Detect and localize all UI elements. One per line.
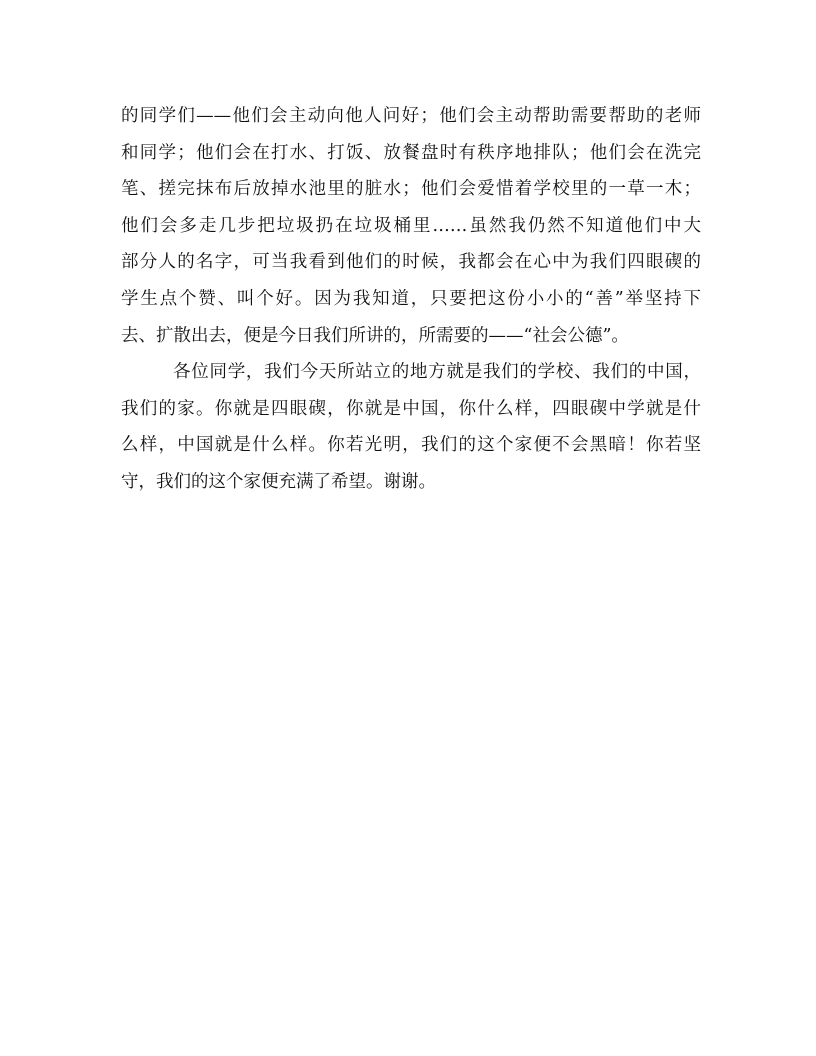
- text-line: 的同学们——他们会主动向他人问好；他们会主动帮助需要帮助的老师: [121, 106, 701, 126]
- text-line: 学生点个赞、叫个好。因为我知道，只要把这份小小的“善”举坚持下: [121, 288, 701, 309]
- text-line: 部分人的名字，可当我看到他们的时候，我都会在心中为我们四眼碶的: [121, 252, 701, 273]
- text-line: 各位同学，我们今天所站立的地方就是我们的学校、我们的中国，: [173, 362, 701, 383]
- text-line: 和同学；他们会在打水、打饭、放餐盘时有秩序地排队；他们会在洗完: [121, 142, 701, 163]
- text-line: 他们会多走几步把垃圾扔在垃圾桶里……虽然我仍然不知道他们中大: [121, 215, 701, 236]
- paragraph-1: [121, 98, 701, 354]
- text-line: 去、扩散出去，便是今日我们所讲的，所需要的——“社会公德”。: [121, 325, 629, 346]
- paragraph-2: [121, 354, 701, 500]
- text-line: 笔、搓完抹布后放掉水池里的脏水；他们会爱惜着学校里的一草一木；: [121, 179, 701, 200]
- document-body: [121, 98, 701, 501]
- text-line: 我们的家。你就是四眼碶，你就是中国，你什么样，四眼碶中学就是什: [121, 398, 701, 419]
- text-line: 守，我们的这个家便充满了希望。谢谢。: [121, 471, 436, 492]
- text-line: 么样，中国就是什么样。你若光明，我们的这个家便不会黑暗！你若坚: [121, 435, 701, 456]
